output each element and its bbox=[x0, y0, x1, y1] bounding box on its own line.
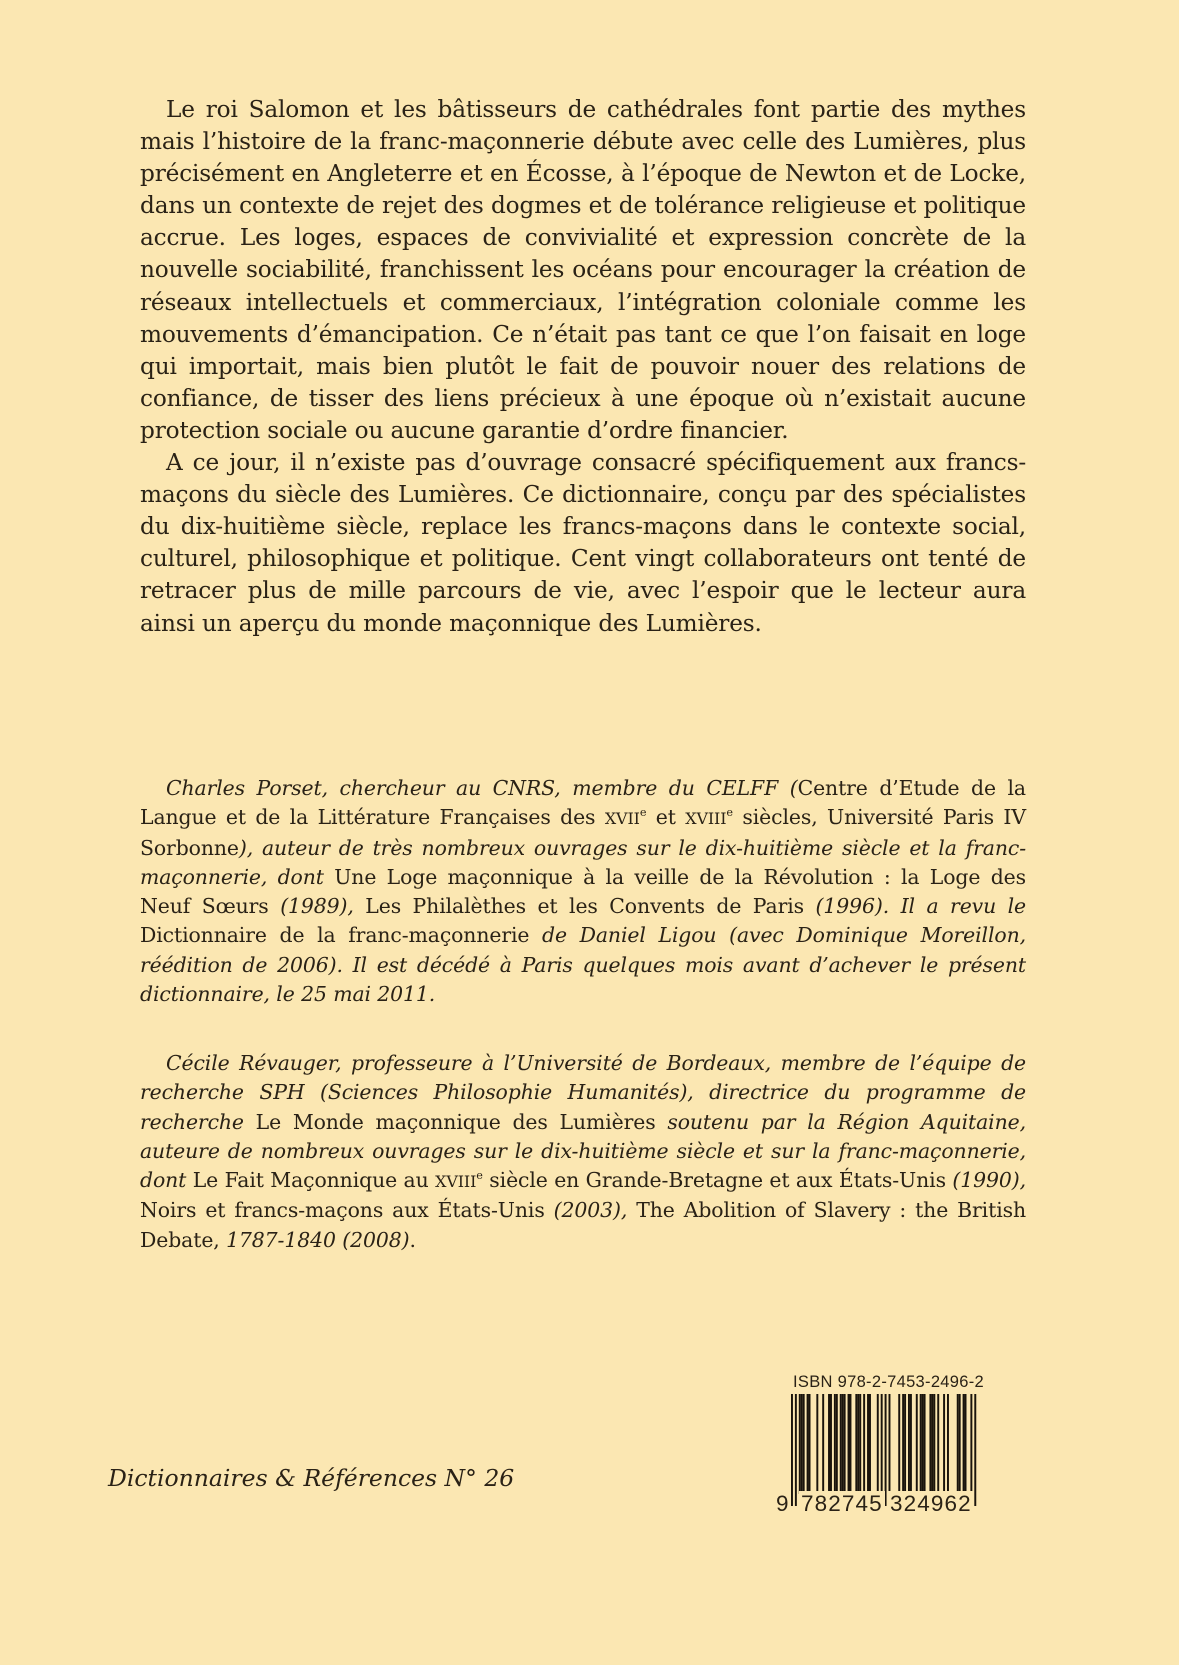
isbn-label: ISBN 978-2-7453-2496-2 bbox=[793, 1373, 984, 1391]
barcode-bars bbox=[776, 1394, 984, 1506]
barcode-bar bbox=[947, 1394, 949, 1494]
barcode-bar bbox=[933, 1394, 935, 1494]
barcode-bar bbox=[803, 1394, 805, 1494]
barcode-bar bbox=[834, 1394, 836, 1494]
barcode-bar bbox=[970, 1394, 972, 1506]
barcode-digits-right: 324962 bbox=[890, 1491, 972, 1516]
barcode-bar bbox=[816, 1394, 818, 1494]
barcode-bar bbox=[869, 1394, 871, 1494]
barcode-bar bbox=[904, 1394, 906, 1494]
barcode-bar bbox=[799, 1394, 801, 1494]
barcode-bar bbox=[857, 1394, 859, 1494]
barcode-bar bbox=[929, 1394, 931, 1494]
isbn-barcode bbox=[776, 1373, 984, 1518]
barcode-bar bbox=[877, 1394, 879, 1494]
barcode-bar bbox=[902, 1394, 904, 1494]
barcode-bar bbox=[898, 1394, 900, 1494]
intro-paragraph-2: A ce jour, il n’existe pas d’ouvrage consacré spécifiquement aux francs-maçons du siècle des Lumières. Ce dictionnaire, conçu par des spécialistes du dix-huitième siècle, replace les francs-maçons dans le contexte social, culturel, philosophique et politique. Cent vingt collaborateurs ont tenté de retracer plus de mille parcours de vie, avec l’espoir que le lecteur aura ainsi un aperçu du monde maçonnique des Lumières. bbox=[140, 449, 1026, 637]
barcode-bar bbox=[931, 1394, 933, 1494]
barcode-bar bbox=[836, 1394, 838, 1494]
intro-paragraph-1: Le roi Salomon et les bâtisseurs de cathédrales font partie des mythes mais l’histoire de la franc-maçonnerie débute avec celle des Lumières, plus précisément en Angleterre et en Écosse, à l’époque de Newton et de Locke, dans un contexte de rejet des dogmes et de tolérance religieuse et politique accrue. Les loges, espaces de convivialité et expression concrète de la nouvelle sociabilité, franchissent les océans pour encourager la création de réseaux intellectuels et commerciaux, l’intégration coloniale comme les mouvements d’émancipation. Ce n’était pas tant ce que l’on faisait en loge qui importait, mais bien plutôt le fait de pouvoir nouer des relations de confiance, de tisser des liens précieux à une époque où n’existait aucune protection sociale ou aucune garantie d’ordre financier. bbox=[140, 96, 1026, 444]
barcode-bar bbox=[974, 1394, 976, 1506]
barcode-bar bbox=[850, 1394, 852, 1494]
barcode-bar bbox=[867, 1394, 869, 1494]
barcode-bar bbox=[822, 1394, 824, 1494]
barcode-bar bbox=[844, 1394, 846, 1494]
barcode-bar bbox=[795, 1394, 797, 1506]
series-title: Dictionnaires & Références N° 26 bbox=[108, 1464, 515, 1492]
barcode-bar bbox=[859, 1394, 861, 1494]
barcode-bar bbox=[809, 1394, 811, 1494]
barcode-bar bbox=[922, 1394, 924, 1494]
barcode-bar bbox=[959, 1394, 961, 1494]
barcode-bar bbox=[916, 1394, 918, 1494]
barcode-bar bbox=[881, 1394, 883, 1506]
author-bio-revauger: Cécile Révauger, professeure à l’Université de Bordeaux, membre de l’équipe de recherche SPH (Sciences Philosophie Humanités), directrice du programme de recherche Le Monde maçonnique des Lumières soutenu par la Région Aquitaine, auteure de nombreux ouvrages sur le dix-huitième siècle et sur la franc-maçonnerie, dont Le Fait Maçonnique au XVIIIe siècle en Grande-Bretagne et aux États-Unis (1990), Noirs et francs-maçons aux États-Unis (2003), The Abolition of Slavery : the British Debate, 1787-1840 (2008). bbox=[140, 1051, 1027, 1252]
barcode-bar bbox=[830, 1394, 832, 1494]
barcode-bar bbox=[965, 1394, 967, 1494]
barcode-bar bbox=[840, 1394, 842, 1494]
barcode-bar bbox=[943, 1394, 945, 1494]
barcode-bar bbox=[924, 1394, 926, 1494]
barcode-bar bbox=[828, 1394, 830, 1494]
barcode-digits-left: 782745 bbox=[801, 1491, 883, 1516]
barcode-bar bbox=[807, 1394, 809, 1494]
barcode-bar bbox=[885, 1394, 887, 1506]
barcode-bar bbox=[910, 1394, 912, 1494]
barcode-digit-first: 9 bbox=[776, 1491, 790, 1516]
barcode-bar bbox=[937, 1394, 939, 1494]
barcode-bar bbox=[855, 1394, 857, 1494]
barcode-bar bbox=[791, 1394, 793, 1506]
barcode-bar bbox=[908, 1394, 910, 1494]
barcode-bar bbox=[863, 1394, 865, 1494]
barcode-bar bbox=[957, 1394, 959, 1494]
barcode-bar bbox=[801, 1394, 803, 1494]
barcode-bar bbox=[848, 1394, 850, 1494]
intro-text bbox=[140, 94, 1026, 640]
barcode-bar bbox=[920, 1394, 922, 1494]
author-bio-porset: Charles Porset, chercheur au CNRS, membre du CELFF (Centre d’Etude de la Langue et de la Littérature Françaises des XVIIe et XVIIIe siècles, Université Paris IV Sorbonne), auteur de très nombreux ouvrages sur le dix-huitième siècle et la franc-maçonnerie, dont Une Loge maçonnique à la veille de la Révolution : la Loge des Neuf Sœurs (1989), Les Philalèthes et les Convents de Paris (1996). Il a revu le Dictionnaire de la franc-maçonnerie de Daniel Ligou (avec Dominique Moreillon, réédition de 2006). Il est décédé à Paris quelques mois avant d’achever le présent dictionnaire, le 25 mai 2011. bbox=[140, 776, 1027, 1007]
barcode-bar bbox=[842, 1394, 844, 1494]
barcode-bar bbox=[889, 1394, 891, 1494]
barcode-bar bbox=[963, 1394, 965, 1494]
